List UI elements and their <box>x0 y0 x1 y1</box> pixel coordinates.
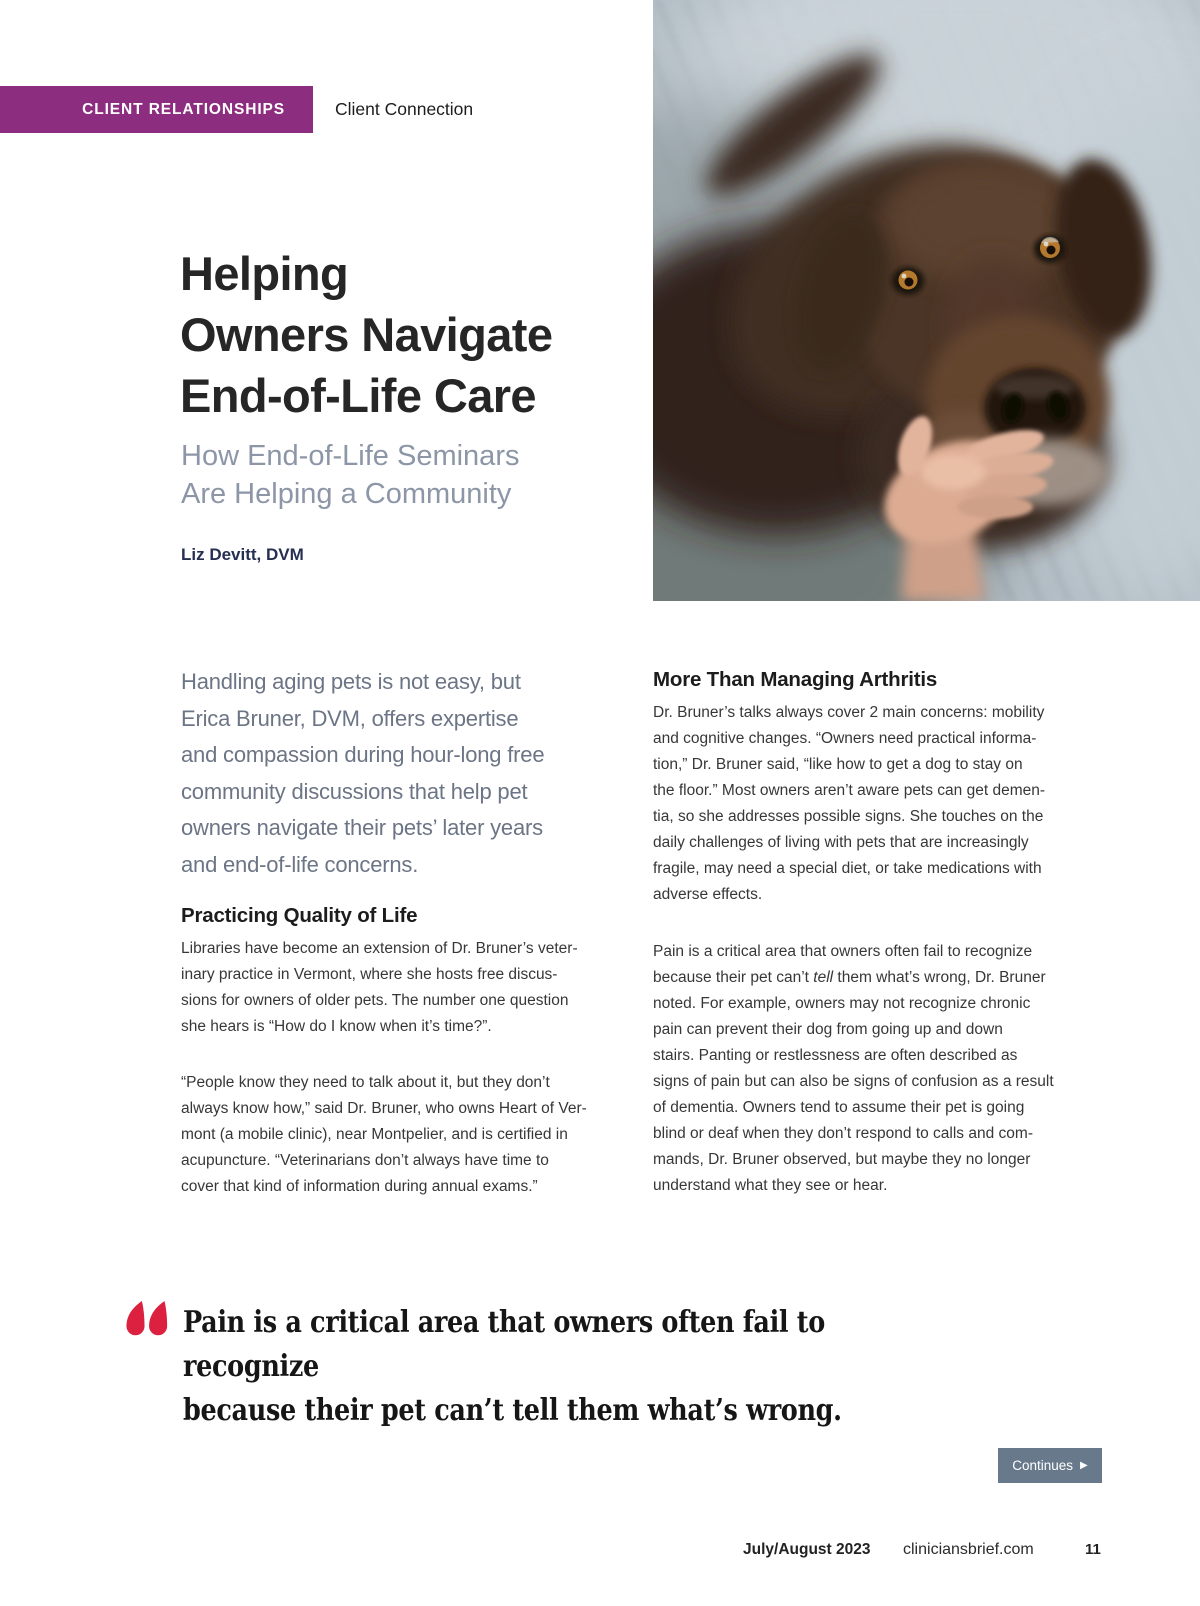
footer-website: cliniciansbrief.com <box>903 1541 1034 1558</box>
section-heading-quality-of-life: Practicing Quality of Life <box>181 904 418 927</box>
quality-paragraph-2: “People know they need to talk about it, but they don’t always know how,” said Dr. Bruner, who owns Heart of Ver- mont (a mobile clinic), near Montpelier, and is certified in acupuncture. “Veterinarians don’t always have time to cover that kind of information during annual exams.” <box>181 1074 587 1195</box>
article-photo <box>653 0 1200 601</box>
section-heading-arthritis: More Than Managing Arthritis <box>653 668 938 691</box>
kicker-banner <box>0 86 313 133</box>
kicker-section-name: Client Connection <box>335 99 474 119</box>
continues-arrow-icon: ▶ <box>1080 1459 1088 1471</box>
page-title: Helping Owners Navigate End-of-Life Care <box>180 247 553 422</box>
kicker-label: CLIENT RELATIONSHIPS <box>82 100 285 118</box>
arthritis-paragraph-1: Dr. Bruner’s talks always cover 2 main concerns: mobility and cognitive changes. “Owners need practical informa- tion,” Dr. Bruner said, “like how to get a dog to stay on the floor.” Most owners aren’t aware pets can get demen- tia, so she addresses possible signs. She touches on the daily challenges of living with pets that are increasingly fragile, may need a special diet, or take medications with adverse effects. <box>653 704 1046 903</box>
intro-deck: Handling aging pets is not easy, but Erica Bruner, DVM, offers expertise and compassion during hour-long free community discussions that help pet owners navigate their pets’ later years and end-of-life concerns. <box>181 669 545 877</box>
dog-right-eye <box>1034 235 1066 263</box>
page-subtitle: How End-of-Life Seminars Are Helping a Community <box>181 440 520 510</box>
pull-quote: Pain is a critical area that owners often fail to recognize because their pet can’t tell them what’s wrong. <box>183 1305 842 1428</box>
footer-issue-date: July/August 2023 <box>743 1541 871 1558</box>
open-quote-icon <box>125 1300 169 1337</box>
dog-left-eye <box>892 267 924 295</box>
footer-page-number: 11 <box>1085 1541 1101 1558</box>
continues-label: Continues <box>1012 1458 1074 1473</box>
author-byline: Liz Devitt, DVM <box>181 545 304 564</box>
arthritis-paragraph-2: Pain is a critical area that owners often fail to recognize because their pet can’t tell them what’s wrong, Dr. Bruner noted. For example, owners may not recognize chronic pain can prevent their dog from going up and down stairs. Panting or restlessness are often described as signs of pain but can also be signs of confusion as a result of dementia. Owners tend to assume their pet is going blind or deaf when they don’t respond to calls and com- mands, Dr. Bruner observed, but maybe they no longer understand what they see or hear. <box>653 943 1054 1194</box>
continues-button[interactable] <box>998 1448 1102 1483</box>
dog-photo-illustration <box>653 0 1200 601</box>
quality-paragraph-1: Libraries have become an extension of Dr. Bruner’s veter- inary practice in Vermont, where she hosts free discus- sions for owners of older pets. The number one question she hears is “How do I know when it’s time?”. <box>181 940 578 1035</box>
